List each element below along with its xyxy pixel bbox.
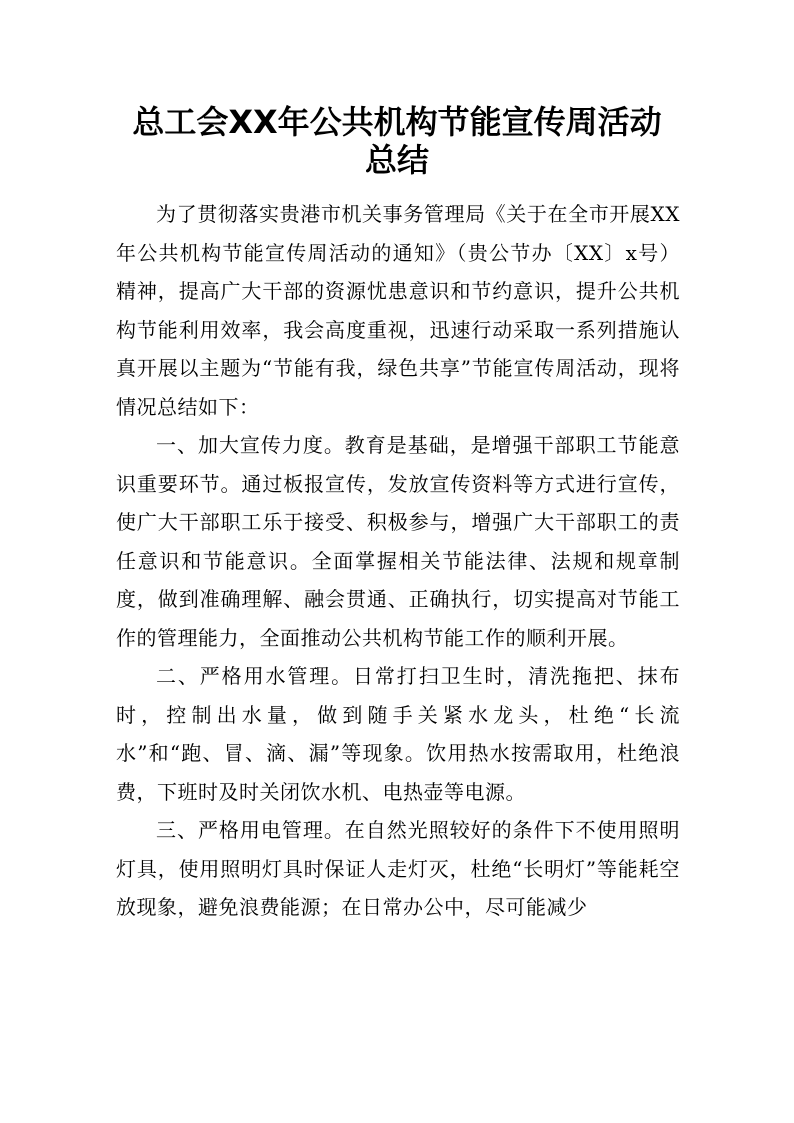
document-title-line-1: 总工会XX年公共机构节能宣传周活动 xyxy=(132,103,662,141)
document-title-line-2: 总结 xyxy=(364,141,429,179)
intro-paragraph: 为了贯彻落实贵港市机关事务管理局《关于在全市开展XX年公共机构节能宣传周活动的通知》（贵公节办〔XX〕x号）精神，提高广大干部的资源忧患意识和节约意识，提升公共机构节能利用效率，我会高度重视，迅速行动采取一系列措施认真开展以主题为“节能有我，绿色共享”节能宣传周活动，现将情况总结如下： xyxy=(116,202,680,419)
section-1-paragraph: 一、加大宣传力度。教育是基础，是增强干部职工节能意识重要环节。通过板报宣传，发放宣传资料等方式进行宣传，使广大干部职工乐于接受、积极参与，增强广大干部职工的责任意识和节能意识。全面掌握相关节能法律、法规和规章制度，做到准确理解、融会贯通、正确执行，切实提高对节能工作的管理能力，全面推动公共机构节能工作的顺利开展。 xyxy=(116,433,680,650)
document-body xyxy=(116,195,680,927)
section-2-paragraph: 二、严格用水管理。日常打扫卫生时，清洗拖把、抹布时，控制出水量，做到随手关紧水龙头，杜绝“长流水”和“跑、冒、滴、漏”等现象。饮用热水按需取用，杜绝浪费，下班时及时关闭饮水机、电热壶等电源。 xyxy=(116,664,680,804)
section-3-paragraph: 三、严格用电管理。在自然光照较好的条件下不使用照明灯具，使用照明灯具时保证人走灯灭，杜绝“长明灯”等能耗空放现象，避免浪费能源；在日常办公中，尽可能减少 xyxy=(116,818,680,919)
